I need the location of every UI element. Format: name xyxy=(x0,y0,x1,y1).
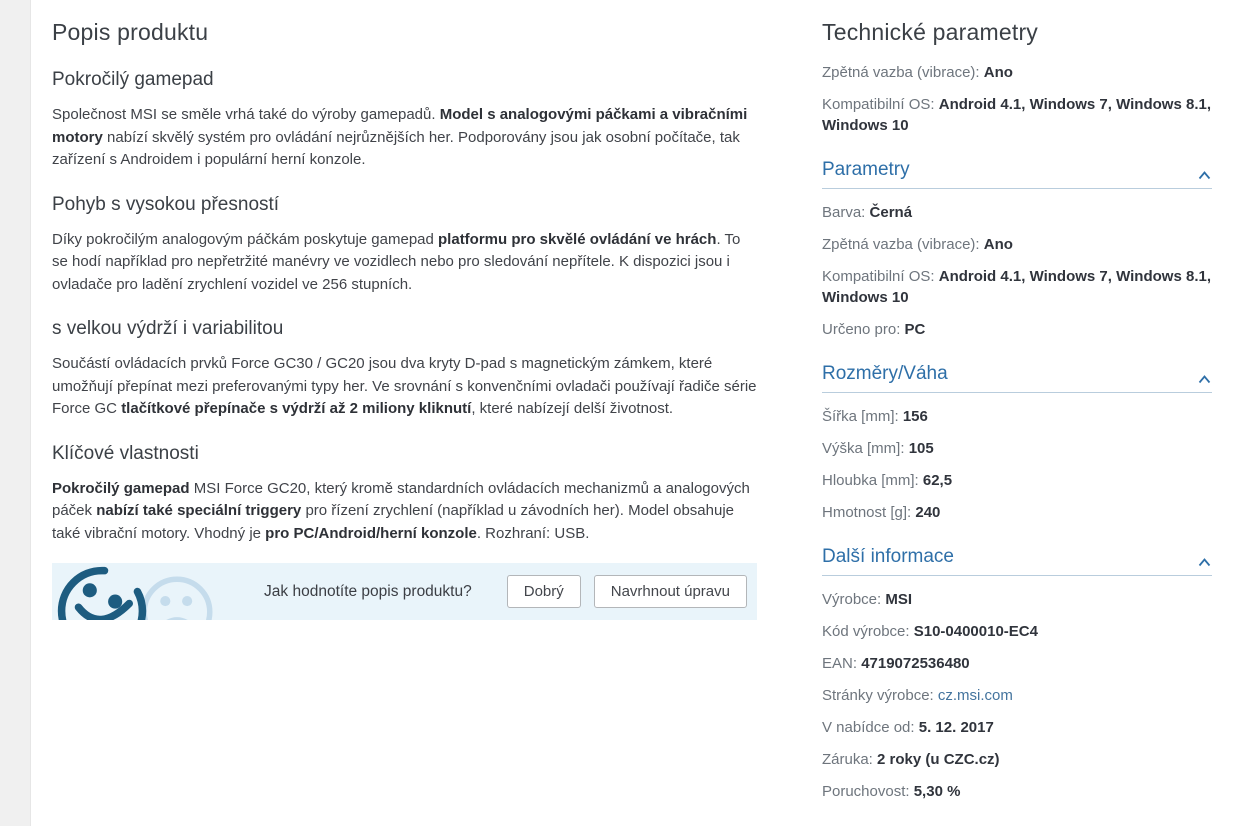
spec-label: Poruchovost: xyxy=(822,783,910,800)
spec-value: Android 4.1, Windows 7, Windows 8.1, Windows 10 xyxy=(822,96,1211,134)
paragraph-bold-text: tlačítkové přepínače s výdrží až 2 miliony kliknutí xyxy=(121,400,472,417)
spec-group xyxy=(822,362,1212,523)
spec-group-rows xyxy=(822,589,1212,802)
paragraph-text: Díky pokročilým analogovým páčkám poskytuje gamepad xyxy=(52,230,439,248)
spec-group-title: Parametry xyxy=(822,159,910,180)
spec-group-title: Rozměry/Váha xyxy=(822,363,948,384)
spec-value: Černá xyxy=(869,204,913,221)
manufacturer-site-link[interactable]: cz.msi.com xyxy=(937,687,1013,704)
description-paragraph xyxy=(52,478,757,546)
rating-faces xyxy=(52,563,282,620)
paragraph-text: . To se hodí například pro nepřetržité manévry ve vozidlech nebo pro sledování nepřítele. K dispozici jsou i ovladače pro ladění zrychlení vozidel ve 256 stupních. xyxy=(52,230,741,293)
spec-label: Hmotnost [g]: xyxy=(822,504,912,521)
description-subheading: Klíčové vlastnosti xyxy=(52,442,199,464)
spec-row xyxy=(822,438,1212,459)
spec-label: V nabídce od: xyxy=(822,719,915,736)
spec-group xyxy=(822,545,1212,802)
spec-value: 240 xyxy=(915,504,941,521)
paragraph-bold-text: pro PC/Android/herní konzole xyxy=(265,524,477,542)
chevron-up-icon[interactable] xyxy=(1197,169,1212,182)
paragraph-bold-text: platformu pro skvělé ovládání ve hrách xyxy=(438,230,717,248)
spec-label: Kód výrobce: xyxy=(822,623,910,640)
spec-label: Určeno pro: xyxy=(822,321,901,338)
specs-title: Technické parametry xyxy=(822,19,1038,45)
spec-group-header[interactable] xyxy=(822,362,1212,393)
spec-group-header[interactable] xyxy=(822,158,1212,189)
paragraph-bold-text: Pokročilý gamepad xyxy=(52,479,190,497)
description-rating-bar xyxy=(52,563,757,620)
spec-row xyxy=(822,406,1212,427)
spec-value: 4719072536480 xyxy=(861,655,970,672)
spec-label: Výška [mm]: xyxy=(822,440,905,457)
spec-group-title: Další informace xyxy=(822,546,954,567)
spec-value: Ano xyxy=(983,236,1013,253)
rating-suggest-button[interactable]: Navrhnout úpravu xyxy=(594,575,747,608)
spec-row xyxy=(822,94,1212,136)
spec-row xyxy=(822,685,1212,706)
spec-value: PC xyxy=(904,321,926,338)
spec-value: 156 xyxy=(902,408,928,425)
spec-row xyxy=(822,621,1212,642)
paragraph-text: nabízí skvělý systém pro ovládání nejrůznějších her. Podporovány jsou jak osobní počítače, tak zařízení s Androidem i populární herní konzole. xyxy=(52,128,740,168)
spec-label: Výrobce: xyxy=(822,591,882,608)
paragraph-text: Součástí ovládacích prvků Force GC30 / GC20 jsou dva kryty D-pad s magnetickým zámkem, které umožňují přepínat mezi preferovanými typy her. Ve srovnání s konvenčními ovladači používají řadiče série Force GC xyxy=(52,355,757,417)
technical-parameters-section xyxy=(822,0,1212,802)
paragraph-text: Společnost MSI se směle vrhá také do výroby gamepadů. xyxy=(52,106,440,123)
spec-row xyxy=(822,749,1212,770)
spec-group-rows xyxy=(822,406,1212,523)
spec-row xyxy=(822,62,1212,83)
spec-label: Hloubka [mm]: xyxy=(822,472,919,489)
paragraph-text: , které nabízejí delší životnost. xyxy=(471,400,674,417)
paragraph-text: . Rozhraní: USB. xyxy=(476,524,590,542)
left-gutter xyxy=(0,0,31,826)
description-paragraph xyxy=(52,104,757,172)
description-subheading: Pohyb s vysokou přesností xyxy=(52,193,280,215)
spec-label: Kompatibilní OS: xyxy=(822,268,935,285)
paragraph-text: MSI Force GC20, který kromě standardních ovládacích mechanizmů a analogových páček xyxy=(52,479,750,519)
spec-label: Zpětná vazba (vibrace): xyxy=(822,64,980,81)
description-subheading: Pokročilý gamepad xyxy=(52,69,214,90)
spec-value: 5. 12. 2017 xyxy=(918,719,994,736)
paragraph-text: pro řízení zrychlení (například u závodních her). Model obsahuje také vibrační motory. Vhodný je xyxy=(52,502,735,542)
chevron-up-icon[interactable] xyxy=(1197,556,1212,569)
spec-value: Android 4.1, Windows 7, Windows 8.1, Windows 10 xyxy=(822,268,1211,306)
spec-value: 62,5 xyxy=(922,472,953,489)
spec-row xyxy=(822,502,1212,523)
spec-group-header[interactable] xyxy=(822,545,1212,576)
happy-face-icon xyxy=(55,564,149,620)
chevron-up-icon[interactable] xyxy=(1197,373,1212,386)
description-paragraph xyxy=(52,229,757,297)
spec-row xyxy=(822,717,1212,738)
description-sections xyxy=(52,67,757,545)
spec-value: 2 roky (u CZC.cz) xyxy=(877,751,1000,768)
spec-row xyxy=(822,319,1212,340)
spec-label: EAN: xyxy=(822,655,858,672)
sad-face-icon xyxy=(138,573,216,620)
spec-row xyxy=(822,202,1212,223)
spec-row xyxy=(822,266,1212,308)
spec-groups xyxy=(822,158,1212,802)
rating-question: Jak hodnotíte popis produktu? xyxy=(264,582,472,600)
description-subheading: s velkou výdrží i variabilitou xyxy=(52,318,284,339)
spec-label: Zpětná vazba (vibrace): xyxy=(822,236,980,253)
spec-row xyxy=(822,653,1212,674)
spec-value: MSI xyxy=(885,591,913,608)
spec-row xyxy=(822,470,1212,491)
spec-row xyxy=(822,589,1212,610)
spec-label: Kompatibilní OS: xyxy=(822,96,935,113)
spec-label: Záruka: xyxy=(822,751,873,768)
product-description-section xyxy=(52,0,757,620)
spec-row xyxy=(822,781,1212,802)
spec-group-rows xyxy=(822,202,1212,340)
paragraph-bold-text: nabízí také speciální triggery xyxy=(96,502,302,519)
spec-label: Barva: xyxy=(822,204,866,221)
rating-good-button[interactable]: Dobrý xyxy=(507,575,581,608)
spec-label: Šířka [mm]: xyxy=(822,408,899,425)
spec-label: Stránky výrobce: xyxy=(822,687,934,704)
description-title: Popis produktu xyxy=(52,19,209,45)
spec-group xyxy=(822,158,1212,340)
spec-value: 105 xyxy=(908,440,934,457)
description-paragraph xyxy=(52,353,757,421)
spec-row xyxy=(822,234,1212,255)
spec-value: Ano xyxy=(983,64,1013,81)
spec-value: 5,30 % xyxy=(913,783,961,800)
spec-value: S10-0400010-EC4 xyxy=(913,623,1038,640)
top-spec-rows xyxy=(822,62,1212,136)
paragraph-bold-text: Model s analogovými páčkami a vibračními motory xyxy=(52,106,748,146)
